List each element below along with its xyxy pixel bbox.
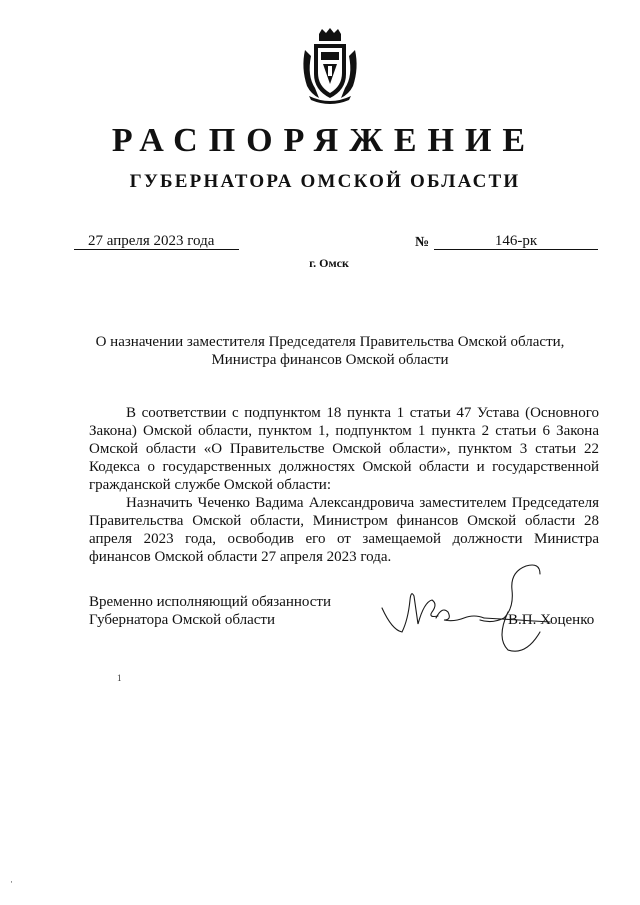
body-paragraph-1: В соответствии с подпунктом 18 пункта 1 статьи 47 Устава (Основного Закона) Омской области, пунктом 1, подпунктом 1 пункта 2 статьи 6 Закона Омской области «О Правительстве Омской области», пунктом 3 статьи 22 Кодекса о государственных должностях Омской области и государственной гражданской службе Омской области: (89, 405, 599, 493)
document-body (89, 404, 599, 566)
signer-position-line-2: Губернатора Омской области (89, 612, 275, 628)
corner-dot-mark: · (10, 877, 13, 887)
signer-position-line-1: Временно исполняющий обязанности (89, 594, 332, 610)
body-paragraph-2: Назначить Чеченко Вадима Александровича заместителем Председателя Правительства Омской области, Министром финансов Омской области 28 апреля 2023 года, освободив его от замещаемой должности Министра финансов Омской области 27 апреля 2023 года. (89, 495, 599, 565)
issue-city: г. Омск (309, 256, 349, 270)
number-label: № (415, 235, 430, 250)
signer-position (89, 593, 331, 629)
document-number: 146-рк (434, 233, 598, 250)
subject-line-2: Министра финансов Омской области (211, 352, 449, 368)
page-mark: 1 (117, 673, 122, 683)
document-title: РАСПОРЯЖЕНИЕ (111, 122, 537, 159)
signature-icon (380, 560, 570, 655)
document-subject (60, 333, 600, 369)
coat-of-arms-icon (299, 28, 361, 104)
document-date: 27 апреля 2023 года (74, 233, 239, 250)
issuer-subtitle: ГУБЕРНАТОРА ОМСКОЙ ОБЛАСТИ (129, 171, 521, 192)
signer-name: В.П. Хоценко (508, 612, 595, 628)
subject-line-1: О назначении заместителя Председателя Правительства Омской области, (95, 334, 565, 350)
